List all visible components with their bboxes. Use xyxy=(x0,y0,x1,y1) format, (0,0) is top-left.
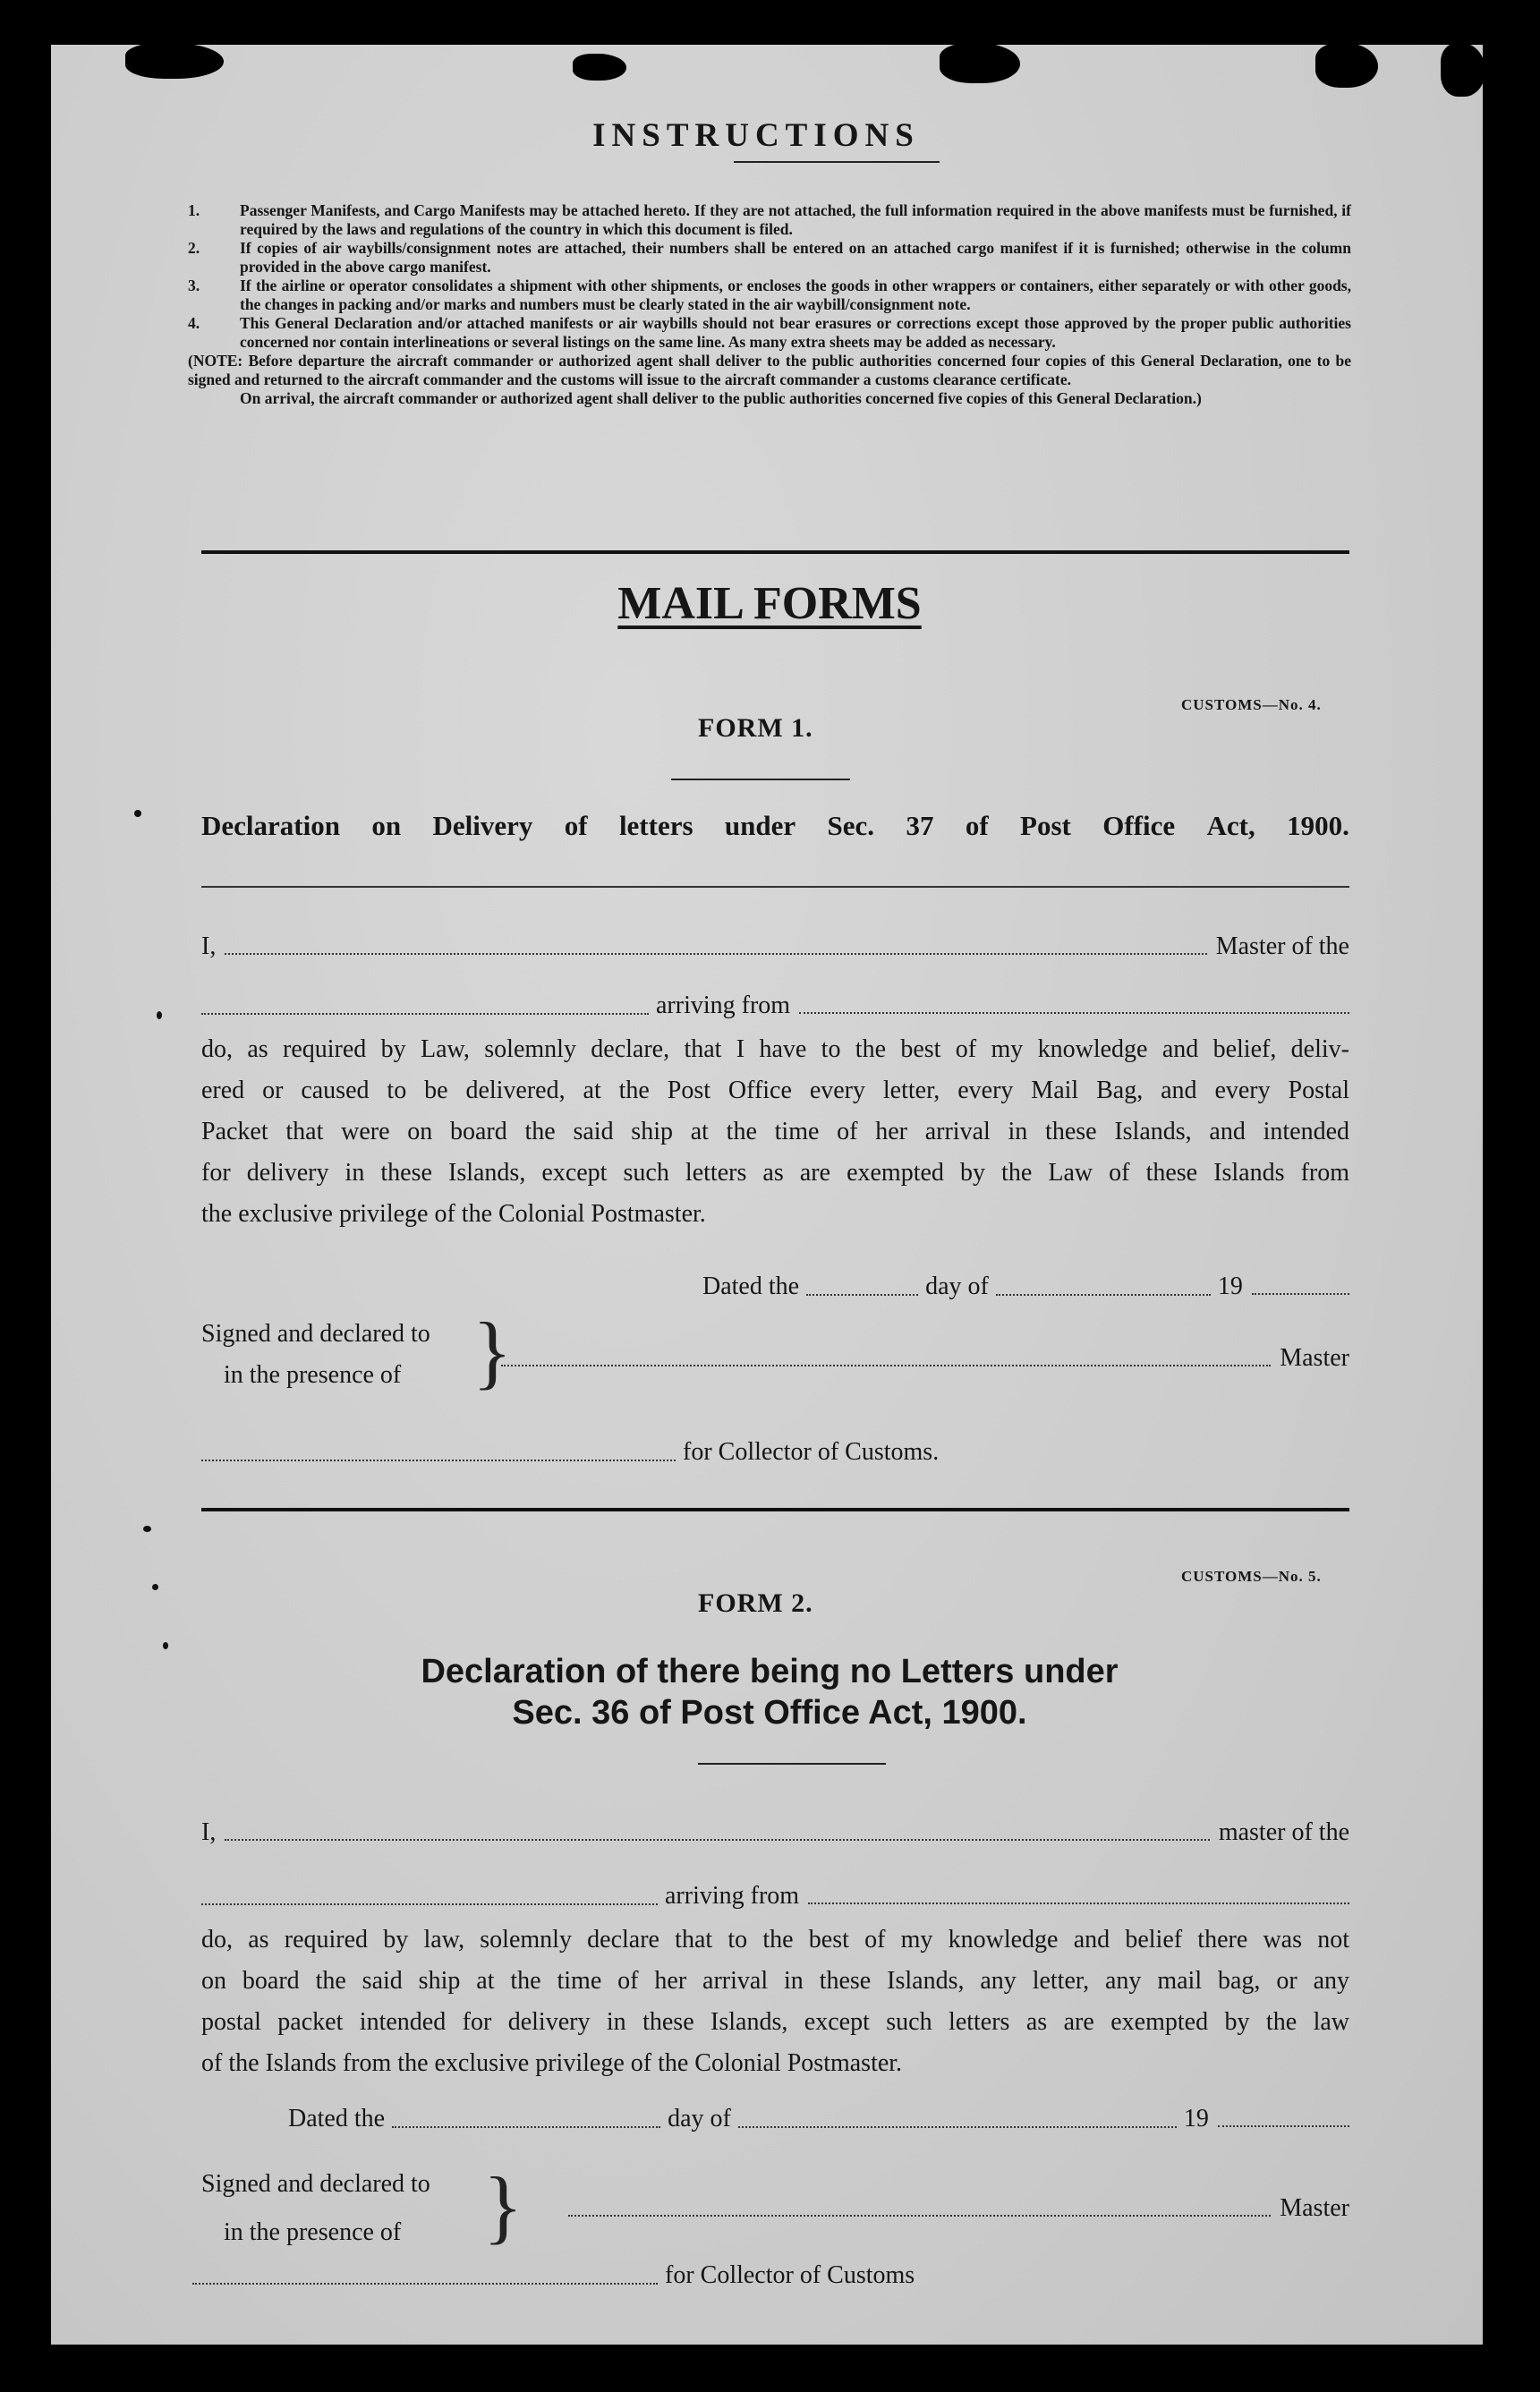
form1-declaration-heading xyxy=(201,810,1349,842)
form2-brace: } xyxy=(483,2160,523,2252)
decl-word: Delivery xyxy=(432,810,533,841)
torn-edge-mark xyxy=(125,43,224,79)
form1-para-line: ered or caused to be delivered, at the Post Office every letter, every Mail Bag, and every Postal xyxy=(201,1077,1349,1104)
form2-dated-the: Dated the xyxy=(288,2105,386,2132)
form2-i-label: I, xyxy=(201,1818,217,1846)
section-divider xyxy=(201,550,1349,554)
speck xyxy=(157,1011,162,1019)
decl-word: Sec. xyxy=(827,810,875,841)
form2-title-rule xyxy=(698,1763,886,1765)
form1-master-line xyxy=(201,926,1349,967)
speck xyxy=(134,810,141,817)
form1-date-day-field[interactable] xyxy=(806,1294,918,1296)
form2-date-month-field[interactable] xyxy=(738,2126,1177,2128)
form1-year-prefix: 19 xyxy=(1217,1273,1243,1300)
instruction-note-arrival: On arrival, the aircraft commander or authorized agent shall deliver to the public authorities concerned five copies of this General Declaration.) xyxy=(240,389,1202,407)
torn-edge-mark xyxy=(1441,43,1485,97)
form2-year-field[interactable] xyxy=(1218,2125,1349,2127)
form2-arriving-from: arriving from xyxy=(665,1882,800,1910)
instruction-text: This General Declaration and/or attached manifests or air waybills should not bear erasures or corrections except those approved by the proper public authorities concerned nor contain interlineations or several listings on the same line. As many extra sheets may be added as necessary. xyxy=(240,314,1351,351)
instructions-title: INSTRUCTIONS xyxy=(592,117,920,154)
instruction-text: Passenger Manifests, and Cargo Manifests may be attached hereto. If they are not attached, the full information required in the above manifests must be furnished, if required by the laws and regulations of the country in which this document is filed. xyxy=(240,201,1351,238)
form1-brace: } xyxy=(472,1306,513,1397)
form1-declaration-paragraph xyxy=(201,1029,1349,1235)
instruction-text: If the airline or operator consolidates a shipment with other shipments, or encloses the goods in other wrappers or containers, either separately or with other goods, the changes in packing and/or marks and numbers must be clearly stated in the air waybill/consignment note. xyxy=(240,277,1351,313)
form2-signed-line2: in the presence of xyxy=(224,2218,402,2246)
decl-word: under xyxy=(724,810,796,841)
form1-dated-the: Dated the xyxy=(702,1273,800,1300)
instruction-note: (NOTE: Before departure the aircraft commander or authorized agent shall deliver to the public authorities concerned four copies of this General Declaration, one to be signed and returned to the aircraft commander and the customs will issue to the aircraft commander a customs clearance certificate. xyxy=(188,352,1351,388)
form2-signed-line1: Signed and declared to xyxy=(201,2170,430,2198)
instruction-item xyxy=(188,314,1351,352)
form2-para-line: postal packet intended for delivery in these Islands, except such letters as are exempted by the law xyxy=(201,2008,1349,2036)
form1-for-collector: for Collector of Customs. xyxy=(683,1438,940,1466)
instruction-number: 2. xyxy=(188,239,200,257)
decl-word: Act, xyxy=(1206,810,1255,841)
form2-signed-label xyxy=(201,2164,488,2253)
form1-para-line: do, as required by Law, solemnly declare, that I have to the best of my knowledge and belief, deliv- xyxy=(201,1035,1349,1063)
form1-signed-label xyxy=(201,1314,470,1396)
torn-edge-mark xyxy=(1315,43,1378,88)
form1-signature-field[interactable] xyxy=(501,1365,1271,1366)
form2-master-label: Master xyxy=(1280,2194,1349,2222)
form1-master-sign-line xyxy=(501,1338,1349,1379)
form2-name-field[interactable] xyxy=(225,1839,1210,1841)
form1-customs-number: CUSTOMS—No. 4. xyxy=(1181,696,1322,713)
form2-day-of: day of xyxy=(668,2105,731,2132)
instruction-item xyxy=(188,277,1351,314)
speck xyxy=(143,1526,151,1532)
instruction-item xyxy=(188,239,1351,277)
form1-name-field[interactable] xyxy=(225,953,1206,955)
decl-word: 37 xyxy=(906,810,934,841)
form2-master-line xyxy=(201,1812,1349,1853)
form2-declaration-paragraph xyxy=(201,1920,1349,2084)
decl-word: letters xyxy=(618,810,693,841)
form2-arriving-line xyxy=(201,1876,1349,1917)
form1-title-rule xyxy=(671,779,850,780)
instructions-title-rule xyxy=(734,161,940,163)
section-divider xyxy=(201,1508,1349,1511)
form2-dated-line xyxy=(288,2098,1349,2140)
form2-para-line: do, as required by law, solemnly declare that to the best of my knowledge and belief there was not xyxy=(201,1926,1349,1954)
form1-para-line: Packet that were on board the said ship at the time of her arrival in these Islands, and intended xyxy=(201,1118,1349,1145)
form2-collector-field[interactable] xyxy=(192,2283,658,2285)
form1-signed-line2: in the presence of xyxy=(224,1361,402,1389)
form1-fields xyxy=(201,926,1349,1026)
torn-edge-mark xyxy=(940,43,1020,83)
form2-signature-field[interactable] xyxy=(568,2215,1271,2217)
form1-para-line: the exclusive privilege of the Colonial Postmaster. xyxy=(201,1200,706,1228)
form1-dated-line xyxy=(702,1266,1349,1307)
form2-heading-line2: Sec. 36 of Post Office Act, 1900. xyxy=(512,1694,1027,1732)
form1-para-line: for delivery in these Islands, except such letters as are exempted by the Law of these Islands from xyxy=(201,1159,1349,1187)
decl-word: Post xyxy=(1020,810,1071,841)
form2-master-of-the: master of the xyxy=(1218,1818,1349,1846)
form1-arriving-from: arriving from xyxy=(656,992,791,1019)
decl-word: 1900. xyxy=(1287,810,1349,841)
form2-date-day-field[interactable] xyxy=(392,2126,660,2128)
form1-day-of: day of xyxy=(925,1273,989,1300)
instruction-number: 3. xyxy=(188,277,200,294)
form2-fields xyxy=(201,1812,1349,1917)
form2-collector-line xyxy=(192,2255,998,2296)
form1-collector-line xyxy=(201,1432,1007,1473)
form1-title: FORM 1. xyxy=(698,713,813,743)
form2-year-prefix: 19 xyxy=(1183,2105,1209,2132)
form1-master-of-the: Master of the xyxy=(1215,932,1349,960)
form1-year-field[interactable] xyxy=(1252,1293,1349,1295)
form1-master-label: Master xyxy=(1280,1344,1349,1372)
form1-heading-rule xyxy=(201,886,1349,888)
form2-para-line: on board the said ship at the time of her arrival in these Islands, any letter, any mail bag, or any xyxy=(201,1967,1349,1995)
form2-heading-line1: Declaration of there being no Letters under xyxy=(421,1653,1119,1690)
decl-word: of xyxy=(965,810,989,841)
form2-ship-field[interactable] xyxy=(201,1903,658,1905)
form1-arriving-line xyxy=(201,985,1349,1026)
mail-forms-title: MAIL FORMS xyxy=(617,578,922,629)
form1-i-label: I, xyxy=(201,932,217,960)
form1-collector-field[interactable] xyxy=(201,1460,676,1461)
instructions-list xyxy=(188,201,1351,408)
decl-word: of xyxy=(564,810,588,841)
decl-word: on xyxy=(371,810,402,841)
instruction-number: 1. xyxy=(188,201,200,219)
form1-origin-field[interactable] xyxy=(799,1012,1349,1014)
instruction-number: 4. xyxy=(188,314,200,332)
form1-date-month-field[interactable] xyxy=(996,1294,1211,1296)
form1-ship-field[interactable] xyxy=(201,1013,649,1015)
decl-word: Office xyxy=(1102,810,1176,841)
instruction-item xyxy=(188,201,1351,239)
form2-customs-number: CUSTOMS—No. 5. xyxy=(1181,1568,1322,1585)
form2-declaration-heading xyxy=(295,1651,1244,1733)
form2-para-line: of the Islands from the exclusive privilege of the Colonial Postmaster. xyxy=(201,2049,903,2077)
torn-edge-mark xyxy=(573,54,626,81)
form2-for-collector: for Collector of Customs xyxy=(665,2261,915,2289)
speck xyxy=(152,1584,158,1590)
speck xyxy=(163,1642,168,1649)
form2-origin-field[interactable] xyxy=(808,1903,1349,1904)
form1-signed-line1: Signed and declared to xyxy=(201,1320,430,1348)
form2-master-sign-line xyxy=(568,2188,1349,2229)
instruction-text: If copies of air waybills/consignment notes are attached, their numbers shall be entered on an attached cargo manifest if it is furnished; otherwise in the column provided in the above cargo manifest. xyxy=(240,239,1351,276)
form2-title: FORM 2. xyxy=(698,1588,813,1618)
decl-word: Declaration xyxy=(201,810,340,841)
